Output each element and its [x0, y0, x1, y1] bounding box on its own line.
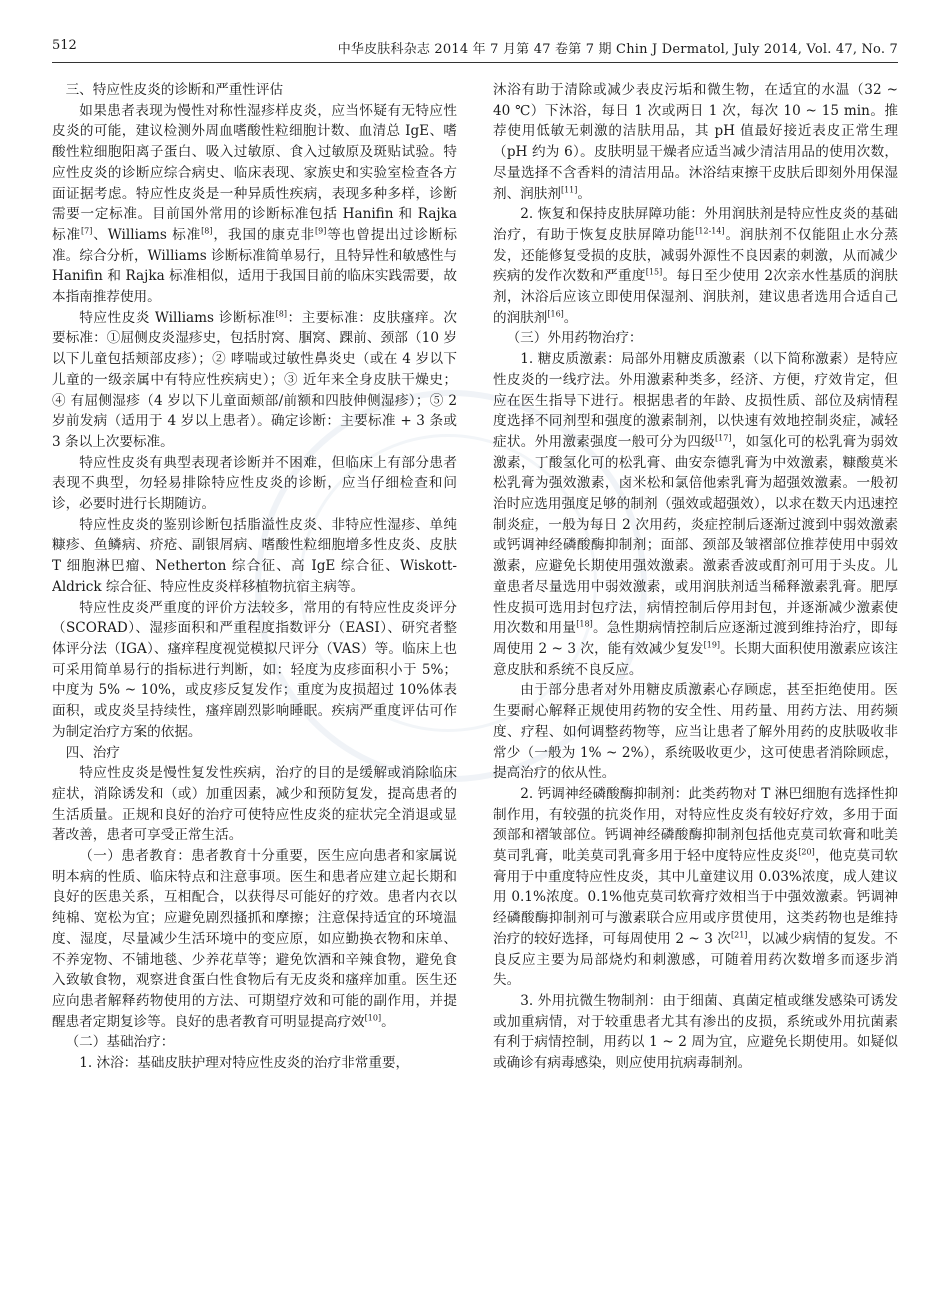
paragraph: 由于部分患者对外用糖皮质激素心存顾虑，甚至拒绝使用。医生要耐心解释正规使用药物的安全性、用药量、用药方法、用药频度、疗程、如何调整药物等，应当让患者了解外用药的皮肤吸收非常少（一般为 1% ~ 2%），系统吸收更少，这可使患者消除顾虑，提高治疗的依从性。	[493, 682, 898, 782]
citation-ref: [12-14]	[695, 226, 725, 236]
paragraph: 2. 钙调神经磷酸酶抑制剂：此类药物对 T 淋巴细胞有选择性抑制作用，有较强的抗炎作用，对特应性皮炎有较好疗效，多用于面颈部和褶皱部位。钙调神经磷酸酶抑制剂包括他克莫司软膏和吡美莫司乳膏，吡美莫司乳膏多用于轻中度特应性皮炎[20]，他克莫司软膏用于中重度特应性皮炎，其中儿童建议用 0.03%浓度，成人建议用 0.1%浓度。0.1%他克莫司软膏疗效相当于中强效激素。钙调神经磷酸酶抑制剂可与激素联合应用或序贯使用，这类药物也是维持治疗的较好选择，可每周使用 2 ~ 3 次[21]，以减少病情的复发。不良反应主要为局部烧灼和刺激感，可随着用药次数增多而逐步消失。	[493, 785, 898, 989]
paragraph: 1. 糖皮质激素：局部外用糖皮质激素（以下简称激素）是特应性皮炎的一线疗法。外用激素种类多，经济、方便，疗效肯定，但应在医生指导下进行。根据患者的年龄、皮损性质、部位及病情程度选择不同剂型和强度的激素制剂，以快速有效地控制炎症，减轻症状。外用激素强度一般可分为四级[17]，如氢化可的松乳膏为弱效激素，丁酸氢化可的松乳膏、曲安奈德乳膏为中效激素，糠酸莫米松乳膏为强效激素，卤米松和氯倍他索乳膏为超强效激素。一般初治时应选用强度足够的制剂（强效或超强效），以求在数天内迅速控制炎症，一般为每日 2 次用药，炎症控制后逐渐过渡到中弱效激素或钙调神经磷酸酶抑制剂；面部、颈部及皱褶部位推荐使用中弱效激素，应避免长期使用强效激素。激素香波或酊剂可用于头皮。儿童患者尽量选用中弱效激素，或用润肤剂适当稀释激素乳膏。肥厚性皮损可选用封包疗法，病情控制后停用封包，并逐渐减少激素使用次数和用量[18]。急性期病情控制后应逐渐过渡到维持治疗，即每周使用 2 ~ 3 次，能有效减少复发[19]。长期大面积使用激素应该注意皮肤和系统不良反应。	[493, 351, 898, 678]
citation-ref: [17]	[715, 433, 732, 443]
running-header	[52, 36, 898, 58]
paragraph: 如果患者表现为慢性对称性湿疹样皮炎，应当怀疑有无特应性皮炎的可能，建议检测外周血嗜酸性粒细胞计数、血清总 IgE、嗜酸性粒细胞阳离子蛋白、吸入过敏原、食入过敏原及斑贴试验。特应性皮炎的诊断应综合病史、临床表现、家族史和实验室检查各方面证据考虑。特应性皮炎是一种异质性疾病，表现多种多样，诊断需要一定标准。目前国外常用的诊断标准包括 Hanifin 和 Rajka 标准[7]、Williams 标准[8]，我国的康克非[9]等也曾提出过诊断标准。综合分析，Williams 诊断标准简单易行，且特异性和敏感性与 Hanifin 和 Rajka 标准相似，适用于我国目前的临床实践需要，故本指南推荐使用。	[52, 102, 457, 306]
section-heading: （三）外用药物治疗：	[506, 330, 643, 347]
right-column	[493, 80, 898, 1285]
left-column	[52, 80, 457, 1285]
section-heading: 三、特应性皮炎的诊断和严重性评估	[65, 82, 284, 98]
citation-ref: [8]	[201, 226, 213, 236]
section-heading: 四、治疗	[65, 744, 120, 761]
citation-ref: [18]	[576, 619, 593, 629]
citation-ref: [21]	[731, 930, 748, 940]
citation-ref: [10]	[364, 1013, 382, 1023]
paragraph: 特应性皮炎是慢性复发性疾病，治疗的目的是缓解或消除临床症状，消除诱发和（或）加重因素，减少和预防复发，提高患者的生活质量。正规和良好的治疗可使特应性皮炎的症状完全消退或显著改善，患者可享受正常生活。	[52, 765, 457, 844]
paragraph: 1. 沐浴：基础皮肤护理对特应性皮炎的治疗非常重要，	[79, 1055, 410, 1072]
citation-ref: [8]	[275, 309, 287, 319]
citation-ref: [16]	[547, 309, 564, 319]
citation-ref: [15]	[645, 267, 663, 277]
citation-ref: [19]	[703, 640, 721, 650]
paragraph: 特应性皮炎有典型表现者诊断并不困难，但临床上有部分患者表现不典型，勿轻易排除特应性皮炎的诊断，应当仔细检查和问诊，必要时进行长期随访。	[52, 454, 457, 513]
page-number: 512	[52, 38, 77, 53]
paragraph: 特应性皮炎严重度的评价方法较多，常用的有特应性皮炎评分（SCORAD）、湿疹面积和严重程度指数评分（EASI）、研究者整体评分法（IGA）、瘙痒程度视觉模拟尺评分（VAS）等。临床上也可采用简单易行的指标进行判断，如：轻度为皮疹面积小于 5%；中度为 5% ~ 10%，或皮疹反复发作；重度为皮损超过 10%体表面积，或皮炎呈持续性，瘙痒剧烈影响睡眠。疾病严重度评估可作为制定治疗方案的依据。	[52, 599, 457, 740]
paragraph: 2. 恢复和保持皮肤屏障功能：外用润肤剂是特应性皮炎的基础治疗，有助于恢复皮肤屏障功能[12-14]。润肤剂不仅能阻止水分蒸发，还能修复受损的皮肤，减弱外源性不良因素的刺激，从而减少疾病的发作次数和严重度[15]。每日至少使用 2次亲水性基质的润肤剂，沐浴后应该立即使用保湿剂、润肤剂，建议患者选用合适自己的润肤剂[16]。	[493, 206, 898, 326]
paragraph-continued: 沐浴有助于清除或减少表皮污垢和微生物，在适宜的水温（32 ~ 40 ℃）下沐浴，每日 1 次或两日 1 次，每次 10 ~ 15 min。推荐使用低敏无刺激的洁肤用品，其 pH 值最好接近表皮正常生理（pH 约为 6）。皮肤明显干燥者应适当减少清洁用品的使用次数，尽量选择不含香料的清洁用品。沐浴结束擦干皮肤后即刻外用保湿剂、润肤剂[11]。	[493, 82, 898, 202]
paragraph: 3. 外用抗微生物制剂：由于细菌、真菌定植或继发感染可诱发或加重病情，对于较重患者尤其有渗出的皮损，系统或外用抗菌素有利于病情控制，用药以 1 ~ 2 周为宜，应避免长期使用。如疑似或确诊有病毒感染，则应使用抗病毒制剂。	[493, 992, 898, 1072]
header-rule	[52, 62, 898, 63]
journal-citation: 中华皮肤科杂志 2014 年 7 月第 47 卷第 7 期 Chin J Dermatol, July 2014, Vol. 47, No. 7	[337, 42, 898, 57]
section-heading: （二）基础治疗：	[65, 1034, 175, 1051]
paragraph: （一）患者教育：患者教育十分重要，医生应向患者和家属说明本病的性质、临床特点和注意事项。医生和患者应建立起长期和良好的医患关系，互相配合，以获得尽可能好的疗效。患者内衣以纯棉、宽松为宜；应避免剧烈搔抓和摩擦；注意保持适宜的环境温度、湿度，尽量减少生活环境中的变应原，如应勤换衣物和床单、不养宠物、不铺地毯、少养花草等；避免饮酒和辛辣食物，避免食入致敏食物，观察进食蛋白性食物后有无皮炎和瘙痒加重。医生还应向患者解释药物使用的方法、可期望疗效和可能的副作用，并提醒患者定期复诊等。良好的患者教育可明显提高疗效[10]。	[52, 848, 457, 1030]
citation-ref: [9]	[315, 226, 327, 236]
paragraph: 特应性皮炎 Williams 诊断标准[8]：主要标准：皮肤瘙痒。次要标准：①屈侧皮炎湿疹史，包括肘窝、腘窝、踝前、颈部（10 岁以下儿童包括颊部皮疹）；② 哮喘或过敏性鼻炎史（或在 4 岁以下儿童的一级亲属中有特应性疾病史）；③ 近年来全身皮肤干燥史；④ 有屈侧湿疹（4 岁以下儿童面颊部/前额和四肢伸侧湿疹）；⑤ 2 岁前发病（适用于 4 岁以上患者）。确定诊断：主要标准 + 3 条或 3 条以上次要标准。	[52, 309, 457, 450]
citation-ref: [20]	[798, 847, 815, 857]
citation-ref: [11]	[560, 184, 578, 194]
citation-ref: [7]	[81, 226, 93, 236]
paragraph: 特应性皮炎的鉴别诊断包括脂溢性皮炎、非特应性湿疹、单纯糠疹、鱼鳞病、疥疮、副银屑病、嗜酸性粒细胞增多性皮炎、皮肤 T 细胞淋巴瘤、Netherton 综合征、高 IgE 综合征、Wiskott-Aldrick 综合征、特应性皮炎样移植物抗宿主病等。	[52, 516, 457, 595]
